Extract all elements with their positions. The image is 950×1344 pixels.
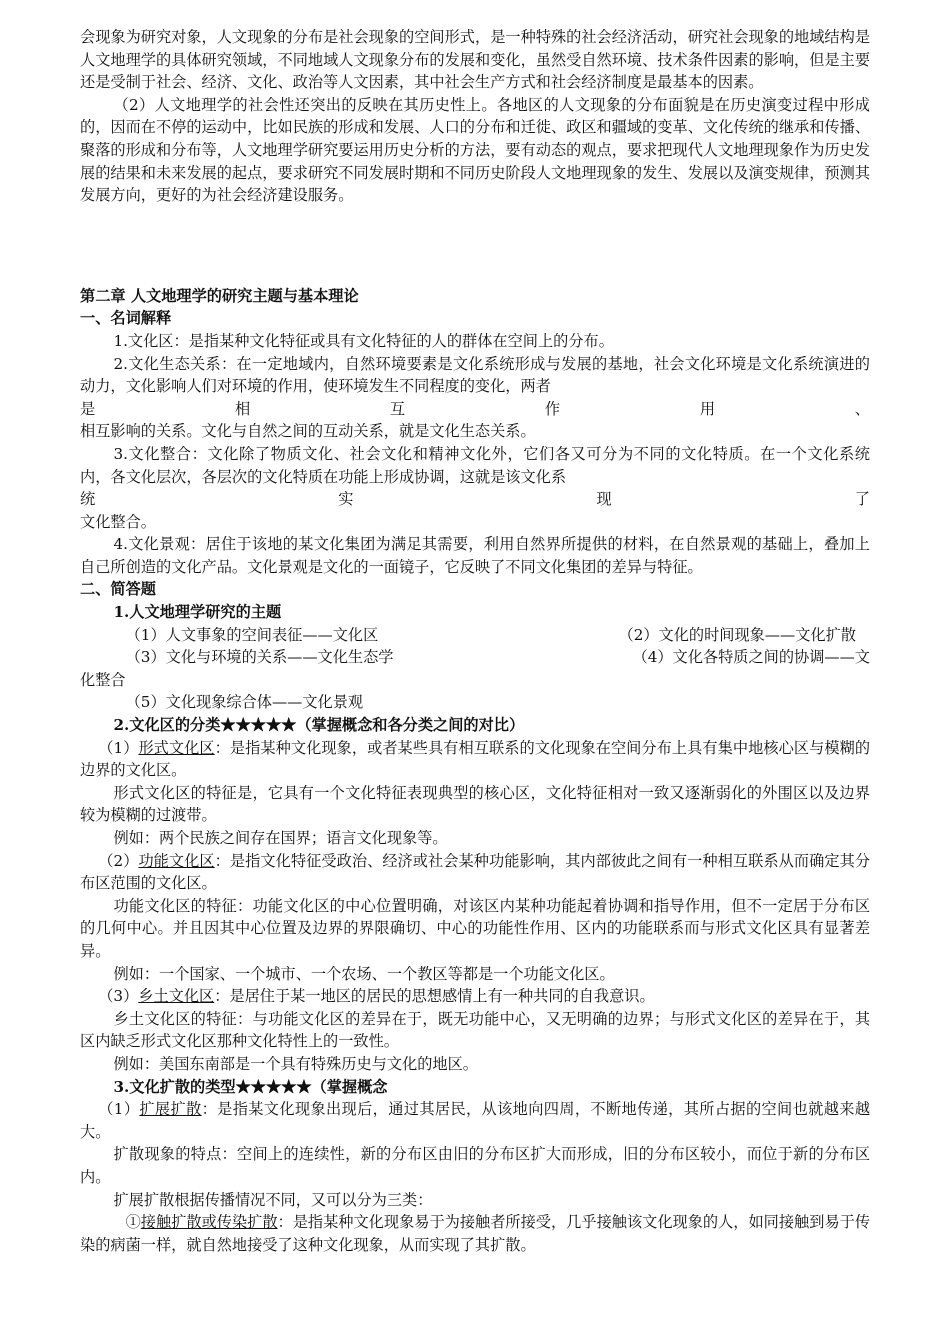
paragraph: （3）乡土文化区：是居住于某一地区的居民的思想感情上有一种共同的自我意识。 [98,987,655,1006]
list-row [80,624,870,647]
paragraph: ①接触扩散或传染扩散：是指某种文化现象易于为接触者所接受，几乎接触该文化现象的人，如同接触到易于传染的病菌一样，就自然地接受了这种文化现象，从而实现了其扩散。 [80,1213,871,1254]
paragraph: 扩展扩散根据传播情况不同，又可以分为三类： [113,1190,433,1209]
list-row [80,646,870,669]
paragraph: （1）形式文化区：是指某种文化现象，或者某些具有相互联系的文化现象在空间分布上具有集中地核心区与模糊的边界的文化区。 [80,738,871,780]
spread-line: 统 实 现 了 [80,490,870,509]
paragraph: 形式文化区的特征是，它具有一个文化特征表现典型的核心区，文化特征相对一致又逐渐弱化的外围区以及边界较为模糊的过渡带。 [80,783,870,825]
term-definition: 2.文化生态关系：在一定地域内，自然环境要素是文化系统形成与发展的基地，社会文化环境是文化系统演进的动力，文化影响人们对环境的作用，使环境发生不同程度的变化，两者 [80,354,870,396]
list-item-continued: 化整合 [80,670,126,689]
term-definition: 3.文化整合：文化除了物质文化、社会文化和精神文化外，它们各又可分为不同的文化特质。在一个文化系统内，各文化层次，各层次的文化特质在功能上形成协调，这就是该文化系 [80,444,870,486]
paragraph: 功能文化区的特征：功能文化区的中心位置明确，对该区内某种功能起着协调和指导作用，但不一定居于分布区的几何中心。并且因其中心位置及边界的界限确切、中心的功能性作用、区内的功能联系而与形式文化区具有显著差异。 [80,896,870,960]
paragraph: 例如：美国东南部是一个具有特殊历史与文化的地区。 [113,1054,478,1073]
section-heading: 二、简答题 [80,580,156,599]
list-item: （3）文化与环境的关系——文化生态学 [125,648,394,667]
question-title: 1.人文地理学研究的主题 [113,603,282,622]
question-title: 3.文化扩散的类型★★★★★（掌握概念 [113,1077,388,1096]
chapter-title: 第二章 人文地理学的研究主题与基本理论 [80,286,359,305]
paragraph: 例如：一个国家、一个城市、一个农场、一个教区等都是一个功能文化区。 [113,964,615,983]
term-definition: 4.文化景观：居住于该地的某文化集团为满足其需要，利用自然界所提供的材料，在自然景观的基础上，叠加上自己所创造的文化产品。文化景观是文化的一面镜子，它反映了不同文化集团的差异与特征。 [80,535,870,576]
paragraph: 文化整合。 [80,512,156,531]
list-item: （2）文化的时间现象——文化扩散 [618,625,856,644]
document-page [80,26,870,1256]
list-item: （4）文化各特质之间的协调——文 [632,648,870,667]
term-definition: 1.文化区：是指某种文化特征或具有文化特征的人的群体在空间上的分布。 [113,331,614,350]
paragraph: （1）扩展扩散：是指某文化现象出现后，通过其居民，从该地向四周，不断地传递，其所占据的空间也就越来越大。 [80,1100,871,1141]
paragraph: 乡土文化区的特征：与功能文化区的差异在于，既无功能中心，又无明确的边界；与形式文化区的差异在于，其区内缺乏形式文化区那种文化特性上的一致性。 [80,1009,870,1051]
question-title: 2.文化区的分类★★★★★（掌握概念和各分类之间的对比） [113,716,525,735]
paragraph: （2）功能文化区：是指文化特征受政治、经济或社会某种功能影响，其内部彼此之间有一种相互联系从而确定其分布区范围的文化区。 [80,851,871,893]
paragraph: 会现象为研究对象，人文现象的分布是社会现象的空间形式，是一种特殊的社会经济活动，研究社会现象的地域结构是人文地理学的具体研究领域，不同地域人文现象分布的发展和变化，虽然受自然环境、技术条件因素的影响，但是主要还是受制于社会、经济、文化、政治等人文因素，其中社会生产方式和社会经济制度是最基本的因素。 [80,28,870,92]
list-item: （1）人文事象的空间表征——文化区 [125,625,379,644]
list-item: （5）文化现象综合体——文化景观 [125,693,364,712]
paragraph: 例如：两个民族之间存在国界；语言文化现象等。 [113,829,448,847]
section-heading: 一、名词解释 [80,309,172,328]
paragraph: 扩散现象的特点：空间上的连续性，新的分布区由旧的分布区扩大而形成，旧的分布区较小，而位于新的分布区内。 [80,1145,870,1186]
paragraph: 相互影响的关系。文化与自然之间的互动关系，就是文化生态关系。 [80,422,536,441]
spread-line: 是 相 互 作 用 、 [80,399,870,418]
paragraph: （2）人文地理学的社会性还突出的反映在其历史性上。各地区的人文现象的分布面貌是在历史演变过程中形成的，因而在不停的运动中，比如民族的形成和发展、人口的分布和迁徙、政区和疆域的变革、文化传统的继承和传播、聚落的形成和分布等，人文地理学研究要运用历史分析的方法，要有动态的观点，要求把现代人文地理现象作为历史发展的结果和未来发展的起点，要求研究不同发展时期和不同历史阶段人文地理现象的发生、发展以及演变规律，预测其发展方向，更好的为社会经济建设服务。 [80,95,870,205]
